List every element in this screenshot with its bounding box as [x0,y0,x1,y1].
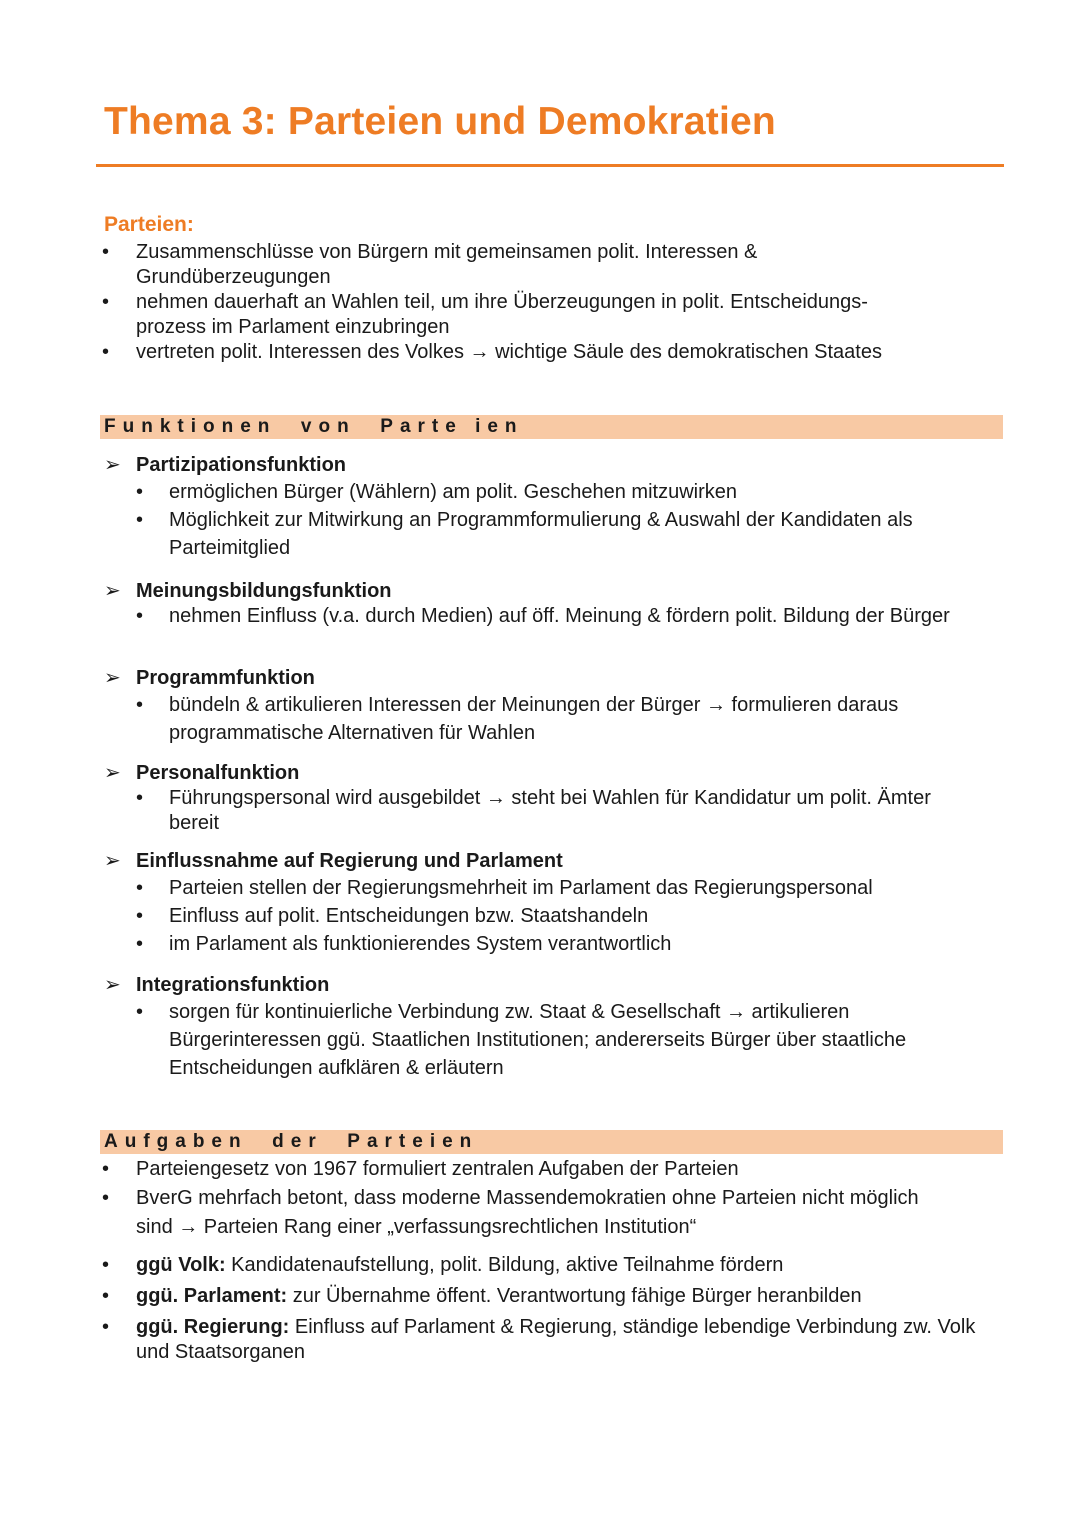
list-item [100,290,980,340]
target-label: ggü. Parlament: [136,1285,288,1307]
target-label: ggü Volk: [136,1254,226,1276]
funktionen-heading-bar [100,415,1003,439]
bullet-dot-icon: • [136,877,144,899]
bullet-dot-icon: • [136,787,144,809]
list-item [100,1155,980,1184]
list-item [100,930,980,958]
bullet-dot-icon: • [136,1001,144,1023]
function-title [100,452,980,478]
function-items [100,604,980,629]
list-item [100,340,980,365]
bullet-dot-icon: • [102,341,110,363]
aufgaben-list-block [100,1155,980,1242]
function-title-text: Integrationsfunktion [136,974,330,996]
arrowhead-bullet-icon: ➢ [104,850,121,872]
function-title-text: Programmfunktion [136,667,315,689]
list-item-text: im Parlament als funktionierendes System verantwortlich [169,933,672,955]
function-title [100,760,980,786]
bullet-dot-icon: • [102,1158,110,1180]
function-title [100,665,980,691]
bullet-dot-icon: • [136,605,144,627]
bullet-dot-icon: • [102,1254,110,1276]
aufgaben-targets-block [100,1253,980,1365]
list-item-text: BverG mehrfach betont, dass moderne Massendemokratien ohne Parteien nicht möglich sind → Parteien Rang einer „verfassungsrechtlichen Institution“ [136,1187,919,1238]
list-item-text: Möglichkeit zur Mitwirkung an Programmformulierung & Auswahl der Kandidaten als Parteimitglied [169,509,913,559]
list-item [100,902,980,930]
list-item [100,506,980,562]
list-item-text: Parteiengesetz von 1967 formuliert zentralen Aufgaben der Parteien [136,1158,739,1180]
function-items [100,786,980,836]
function-group-personal [100,760,980,836]
parteien-list [100,240,980,365]
list-item [100,604,980,629]
title-underline [96,164,1004,167]
function-group-meinungsbildung [100,578,980,629]
parteien-list-block [100,240,980,365]
list-item-text: Zusammenschlüsse von Bürgern mit gemeinsamen polit. Interessen & Grundüberzeugungen [136,241,758,288]
list-item-text: vertreten polit. Interessen des Volkes → wichtige Säule des demokratischen Staates [136,341,882,363]
list-item-text: Führungspersonal wird ausgebildet → steht bei Wahlen für Kandidatur um polit. Ämter bereit [169,787,931,834]
bullet-dot-icon: • [136,509,144,531]
bullet-dot-icon: • [102,1187,110,1209]
aufgaben-list [100,1155,980,1242]
list-item [100,786,980,836]
function-title-text: Meinungsbildungsfunktion [136,580,392,602]
bullet-dot-icon: • [102,1285,110,1307]
target-text: Kandidatenaufstellung, polit. Bildung, aktive Teilnahme fördern [225,1254,784,1276]
list-item [100,874,980,902]
bullet-dot-icon: • [102,1316,110,1338]
aufgaben-targets-list [100,1253,980,1365]
list-item-text: nehmen dauerhaft an Wahlen teil, um ihre Überzeugungen in polit. Entscheidungs- prozess im Parlament einzubringen [136,291,868,338]
target-label: ggü. Regierung: [136,1316,290,1338]
list-item [100,478,980,506]
target-text: Einfluss auf Parlament & Regierung, ständige lebendige Verbindung zw. Volk und Staatsorganen [136,1316,976,1363]
function-title [100,578,980,604]
list-item [100,691,980,747]
arrowhead-bullet-icon: ➢ [104,454,121,476]
bullet-dot-icon: • [136,694,144,716]
list-item [100,1284,980,1309]
list-item-text: nehmen Einfluss (v.a. durch Medien) auf öff. Meinung & fördern polit. Bildung der Bürger [169,605,950,627]
bullet-dot-icon: • [136,905,144,927]
target-text: zur Übernahme öffent. Verantwortung fähige Bürger heranbilden [287,1285,862,1307]
function-items [100,998,980,1082]
function-title [100,848,980,874]
function-group-einflussnahme [100,848,980,958]
function-title-text: Einflussnahme auf Regierung und Parlament [136,850,563,872]
bullet-dot-icon: • [102,241,110,263]
arrowhead-bullet-icon: ➢ [104,667,121,689]
list-item-text: bündeln & artikulieren Interessen der Meinungen der Bürger → formulieren daraus programmatische Alternativen für Wahlen [169,694,899,744]
list-item [100,1184,980,1242]
function-title-text: Personalfunktion [136,762,300,784]
bullet-dot-icon: • [136,481,144,503]
list-item [100,998,980,1082]
function-title-text: Partizipationsfunktion [136,454,346,476]
arrowhead-bullet-icon: ➢ [104,762,121,784]
list-item [100,1253,980,1278]
aufgaben-heading: Aufgaben der Parteien [104,1131,479,1152]
function-items [100,478,980,562]
function-group-partizipation [100,452,980,562]
list-item-text: Einfluss auf polit. Entscheidungen bzw. Staatshandeln [169,905,649,927]
list-item [100,1315,980,1365]
page-title: Thema 3: Parteien und Demokratien [104,100,776,143]
function-title [100,972,980,998]
function-items [100,691,980,747]
function-group-integration [100,972,980,1082]
bullet-dot-icon: • [136,933,144,955]
aufgaben-heading-bar [100,1130,1003,1154]
list-item [100,240,980,290]
arrowhead-bullet-icon: ➢ [104,974,121,996]
funktionen-heading: Funktionen von Parte ien [104,416,524,437]
list-item-text: sorgen für kontinuierliche Verbindung zw. Staat & Gesellschaft → artikulieren Bürgerinteressen ggü. Staatlichen Institutionen; andererseits Bürger über staatliche Entscheidungen aufklären & erläutern [169,1001,907,1079]
arrowhead-bullet-icon: ➢ [104,580,121,602]
bullet-dot-icon: • [102,291,110,313]
list-item-text: ermöglichen Bürger (Wählern) am polit. Geschehen mitzuwirken [169,481,738,503]
list-item-text: Parteien stellen der Regierungsmehrheit im Parlament das Regierungspersonal [169,877,873,899]
parteien-heading: Parteien: [104,213,194,236]
function-items [100,874,980,958]
function-group-programm [100,665,980,747]
